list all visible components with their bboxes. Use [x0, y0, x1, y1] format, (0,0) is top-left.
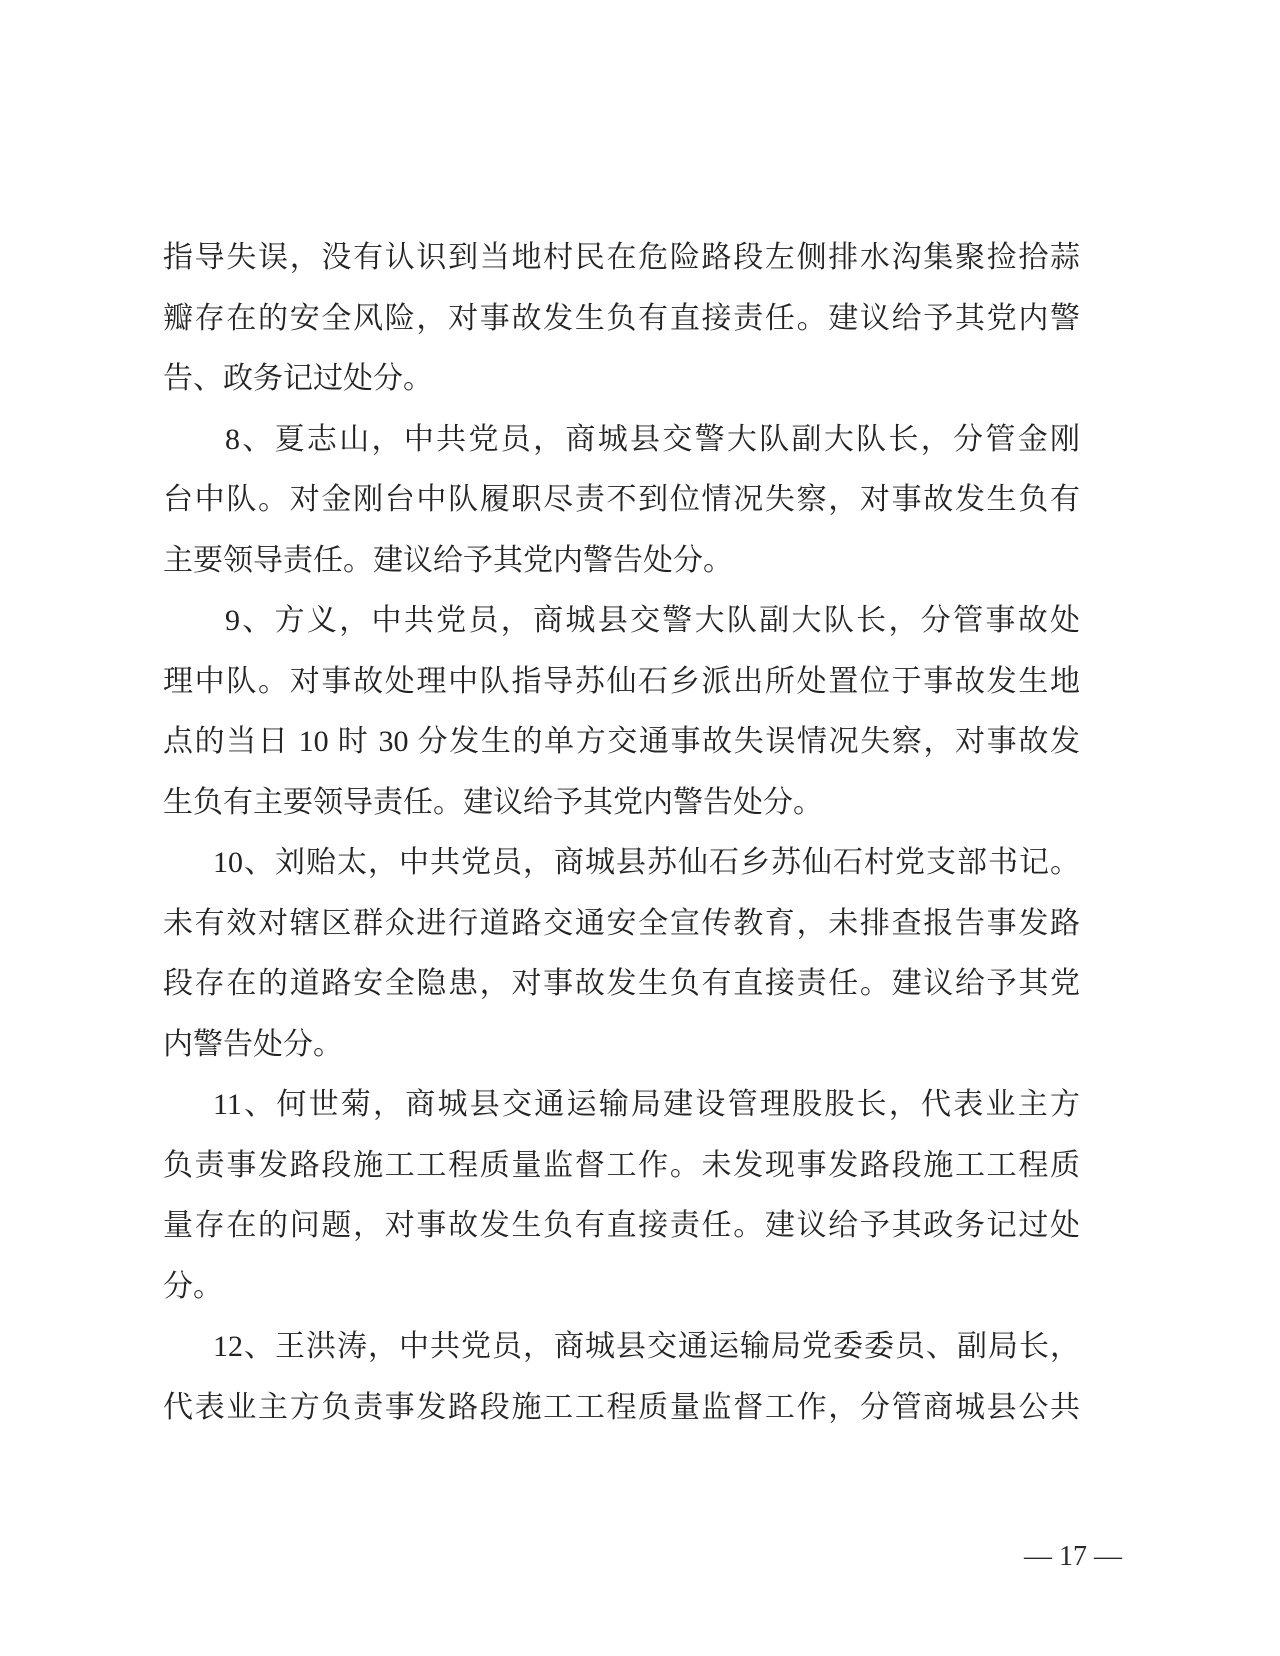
text-line: 12、王洪涛，中共党员，商城县交通运输局党委委员、副局长， [213, 1330, 1080, 1363]
text-line: 负责事发路段施工工程质量监督工作。未发现事发路段施工工程质 [163, 1148, 1080, 1182]
text-line: 生负有主要领导责任。建议给予其党内警告处分。 [163, 785, 823, 819]
text-line: 告、政务记过处分。 [163, 362, 433, 395]
text-line: 主要领导责任。建议给予其党内警告处分。 [163, 543, 733, 577]
text-line: 10、刘贻太，中共党员，商城县苏仙石乡苏仙石村党支部书记。 [213, 846, 1080, 879]
text-line: 台中队。对金刚台中队履职尽责不到位情况失察，对事故发生负有 [163, 483, 1080, 516]
page-number: — 17 — [1024, 1541, 1122, 1572]
text-line: 量存在的问题，对事故发生负有直接责任。建议给予其政务记过处 [163, 1209, 1080, 1242]
text-line: 点的当日 10 时 30 分发生的单方交通事故失误情况失察，对事故发 [163, 725, 1080, 758]
text-line: 段存在的道路安全隐患，对事故发生负有直接责任。建议给予其党 [163, 967, 1080, 1000]
text-line: 8、夏志山，中共党员，商城县交警大队副大队长，分管金刚 [225, 422, 1080, 456]
text-line: 9、方义，中共党员，商城县交警大队副大队长，分管事故处 [225, 604, 1080, 637]
document-body-text [163, 228, 1080, 1438]
text-line: 内警告处分。 [163, 1027, 343, 1061]
text-line: 指导失误，没有认识到当地村民在危险路段左侧排水沟集聚捡拾蒜 [163, 241, 1080, 274]
text-line: 瓣存在的安全风险，对事故发生负有直接责任。建议给予其党内警 [163, 301, 1080, 335]
text-line: 代表业主方负责事发路段施工工程质量监督工作，分管商城县公共 [163, 1390, 1080, 1424]
text-line: 理中队。对事故处理中队指导苏仙石乡派出所处置位于事故发生地 [163, 664, 1080, 698]
text-line: 11、何世菊，商城县交通运输局建设管理股股长，代表业主方 [213, 1088, 1080, 1121]
text-line: 分。 [163, 1269, 223, 1303]
text-line: 未有效对辖区群众进行道路交通安全宣传教育，未排查报告事发路 [163, 906, 1080, 940]
